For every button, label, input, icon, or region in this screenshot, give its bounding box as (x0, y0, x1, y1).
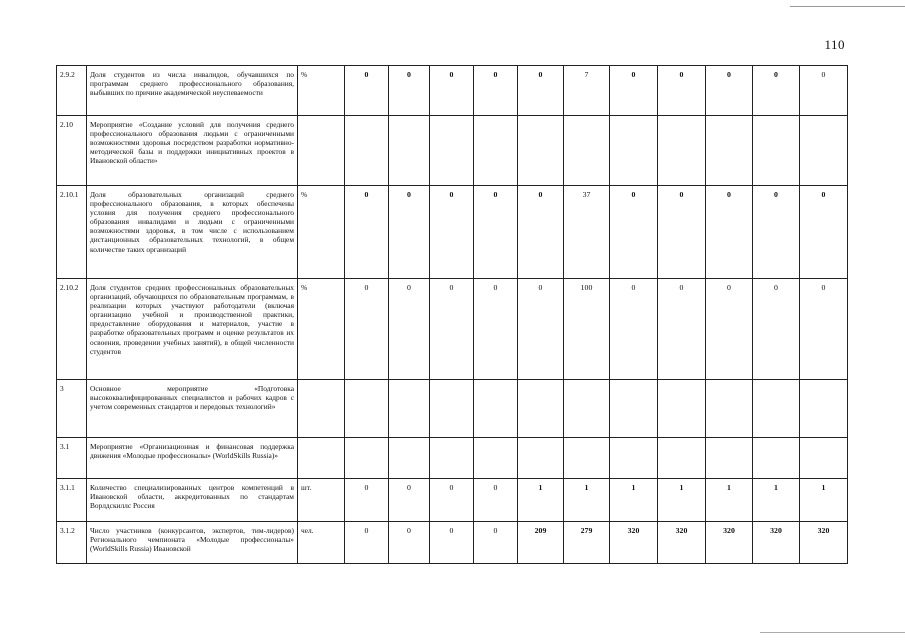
value-cell (518, 380, 564, 438)
value-cell (474, 116, 518, 186)
value-cell: 320 (658, 522, 706, 564)
row-description: Доля образовательных организаций среднего профессионального образования, в которых обеспечены условия для получения среднего профессионального образования инвалидами и людьми с ограниченными возможностями здоровья, в том числе с использованием дистанционных образовательных технологий, в общем количестве таких организаций (87, 186, 298, 279)
indicator-table (56, 65, 848, 564)
value-cell: 0 (345, 479, 389, 522)
value-cell: 1 (564, 479, 610, 522)
value-cell (474, 438, 518, 479)
value-cell: 0 (430, 522, 474, 564)
value-cell: 1 (753, 479, 800, 522)
value-cell: 320 (753, 522, 800, 564)
table-row (57, 380, 848, 438)
value-cell (518, 438, 564, 479)
value-cell (658, 116, 706, 186)
value-cell: 1 (518, 479, 564, 522)
row-number: 2.9.2 (57, 66, 87, 116)
row-number: 2.10 (57, 116, 87, 186)
value-cell: 0 (430, 479, 474, 522)
value-cell: 0 (389, 522, 430, 564)
value-cell: 1 (706, 479, 753, 522)
value-cell (345, 380, 389, 438)
value-cell: 279 (564, 522, 610, 564)
value-cell: 0 (518, 186, 564, 279)
value-cell: 0 (474, 522, 518, 564)
row-description: Доля студентов из числа инвалидов, обучавшихся по программам среднего профессионального образования, выбывших по причине академической неуспеваемости (87, 66, 298, 116)
value-cell (800, 116, 848, 186)
value-cell: 0 (800, 186, 848, 279)
row-description: Мероприятие «Организационная и финансовая поддержка движения «Молодые профессионалы» (WorldSkills Russia)» (87, 438, 298, 479)
value-cell (564, 380, 610, 438)
value-cell: 0 (430, 279, 474, 380)
value-cell: 1 (658, 479, 706, 522)
value-cell: 0 (610, 66, 658, 116)
value-cell: 0 (345, 522, 389, 564)
value-cell (610, 380, 658, 438)
value-cell: 0 (753, 279, 800, 380)
value-cell: 0 (658, 279, 706, 380)
value-cell: 0 (474, 279, 518, 380)
value-cell: 0 (389, 479, 430, 522)
row-number: 3.1.1 (57, 479, 87, 522)
table-row (57, 479, 848, 522)
value-cell (706, 438, 753, 479)
row-number: 2.10.1 (57, 186, 87, 279)
value-cell: 0 (345, 279, 389, 380)
value-cell: 0 (518, 279, 564, 380)
page-number: 110 (824, 37, 845, 52)
value-cell (800, 380, 848, 438)
value-cell: 1 (800, 479, 848, 522)
value-cell: 0 (706, 279, 753, 380)
value-cell: 0 (753, 66, 800, 116)
row-description: Число участников (конкурсантов, экспертов, тим-лидеров) Регионального чемпионата «Молодые профессионалы» (WorldSkills Russia) Ивановской (87, 522, 298, 564)
value-cell (345, 116, 389, 186)
value-cell: 0 (800, 279, 848, 380)
value-cell: 320 (800, 522, 848, 564)
value-cell (610, 438, 658, 479)
scan-edge-top (790, 6, 905, 7)
value-cell: 320 (706, 522, 753, 564)
value-cell (389, 438, 430, 479)
row-unit: чел. (298, 522, 345, 564)
scan-edge-bottom (760, 632, 905, 633)
value-cell: 0 (389, 66, 430, 116)
row-description: Доля студентов средних профессиональных образовательных организаций, обучающихся по образовательным программам, в реализации которых участвуют работодатели (включая организацию учебной и производственной практики, предоставление оборудования и материалов, участие в разработке образовательных программ и оценке результатов их освоения, проведении учебных занятий), в общей численности студентов (87, 279, 298, 380)
value-cell: 0 (389, 186, 430, 279)
value-cell (800, 438, 848, 479)
value-cell: 320 (610, 522, 658, 564)
table-row (57, 186, 848, 279)
value-cell: 0 (658, 66, 706, 116)
value-cell (610, 116, 658, 186)
value-cell: 0 (430, 66, 474, 116)
row-unit (298, 380, 345, 438)
value-cell: 0 (474, 186, 518, 279)
row-number: 3.1.2 (57, 522, 87, 564)
row-unit (298, 438, 345, 479)
value-cell: 0 (474, 66, 518, 116)
value-cell: 1 (610, 479, 658, 522)
row-unit (298, 116, 345, 186)
value-cell: 0 (518, 66, 564, 116)
value-cell: 0 (474, 479, 518, 522)
value-cell (474, 380, 518, 438)
row-unit: % (298, 279, 345, 380)
value-cell: 0 (753, 186, 800, 279)
table-row (57, 116, 848, 186)
row-description: Количество специализированных центров компетенций в Ивановской области, аккредитованных по стандартам Ворлдскиллс Россия (87, 479, 298, 522)
value-cell (753, 380, 800, 438)
value-cell: 7 (564, 66, 610, 116)
row-unit: % (298, 66, 345, 116)
value-cell: 0 (345, 186, 389, 279)
row-number: 3.1 (57, 438, 87, 479)
value-cell: 0 (345, 66, 389, 116)
value-cell (658, 438, 706, 479)
value-cell (518, 116, 564, 186)
value-cell: 100 (564, 279, 610, 380)
row-number: 2.10.2 (57, 279, 87, 380)
table-row (57, 66, 848, 116)
value-cell: 209 (518, 522, 564, 564)
value-cell: 0 (658, 186, 706, 279)
row-description: Основное мероприятие «Подготовка высококвалифицированных специалистов и рабочих кадров с учетом современных стандартов и передовых технологий» (87, 380, 298, 438)
value-cell (430, 380, 474, 438)
value-cell: 0 (610, 279, 658, 380)
value-cell (389, 380, 430, 438)
value-cell: 0 (389, 279, 430, 380)
value-cell (389, 116, 430, 186)
value-cell: 0 (800, 66, 848, 116)
table-row (57, 438, 848, 479)
table-row (57, 522, 848, 564)
value-cell (706, 116, 753, 186)
value-cell (753, 438, 800, 479)
value-cell (706, 380, 753, 438)
value-cell (345, 438, 389, 479)
value-cell: 37 (564, 186, 610, 279)
value-cell (430, 438, 474, 479)
value-cell (564, 116, 610, 186)
value-cell (658, 380, 706, 438)
row-unit: шт. (298, 479, 345, 522)
row-unit: % (298, 186, 345, 279)
value-cell: 0 (430, 186, 474, 279)
value-cell (430, 116, 474, 186)
value-cell (753, 116, 800, 186)
row-number: 3 (57, 380, 87, 438)
value-cell: 0 (610, 186, 658, 279)
value-cell (564, 438, 610, 479)
row-description: Мероприятие «Создание условий для получения среднего профессионального образования людьми с ограниченными возможностями здоровья посредством разработки нормативно-методической базы и поддержки инициативных проектов в Ивановской области» (87, 116, 298, 186)
table-row (57, 279, 848, 380)
value-cell: 0 (706, 186, 753, 279)
value-cell: 0 (706, 66, 753, 116)
